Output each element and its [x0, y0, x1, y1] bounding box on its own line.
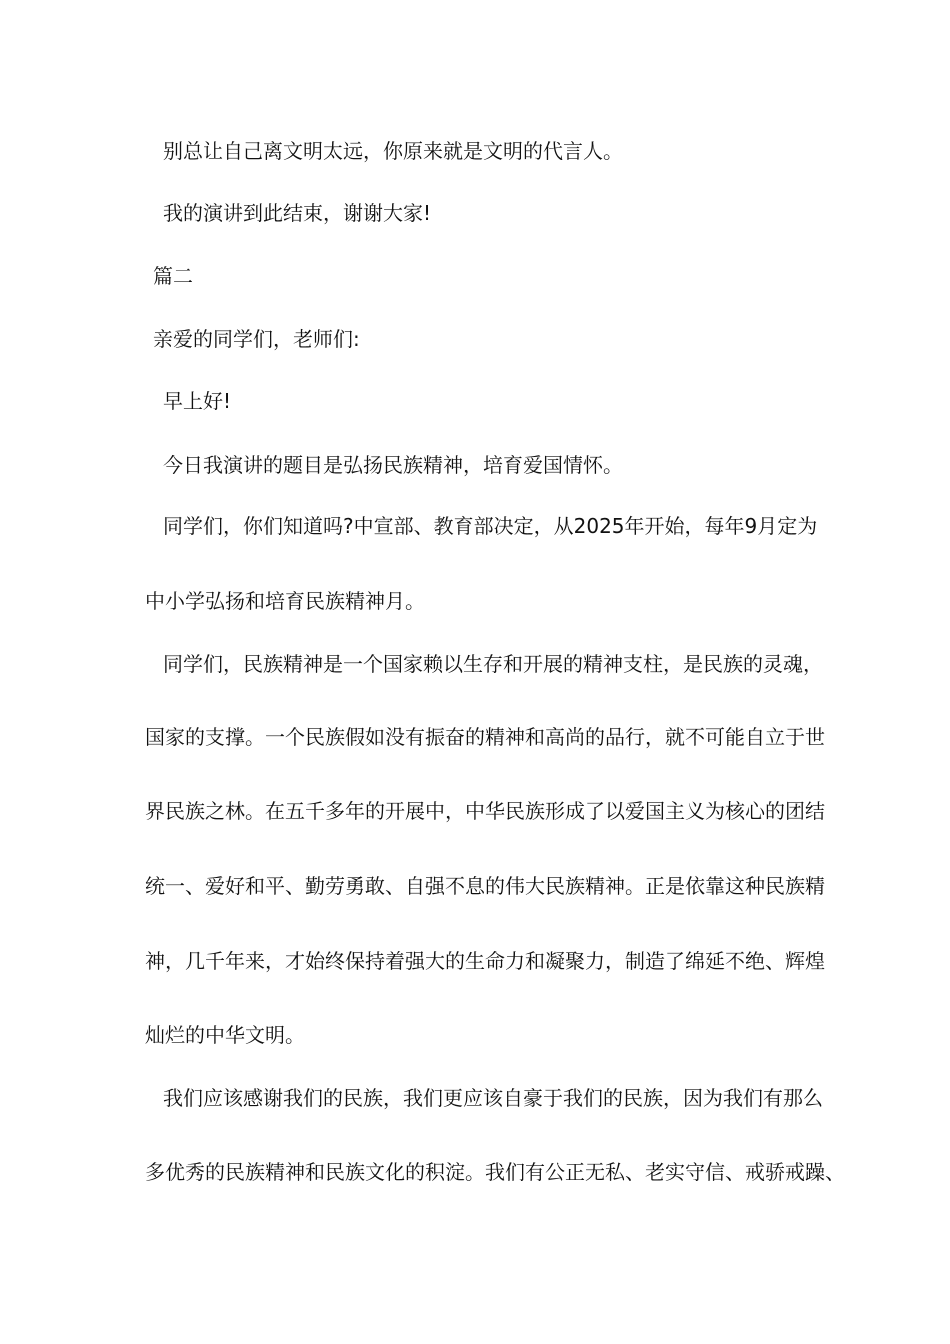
paragraph-line: 同学们，你们知道吗?中宣部、教育部决定，从2025年开始，每年9月定为	[163, 514, 818, 538]
paragraph-line: 界民族之林。在五千多年的开展中，中华民族形成了以爱国主义为核心的团结	[145, 799, 825, 823]
section-heading: 篇二	[153, 264, 193, 288]
paragraph-line: 统一、爱好和平、勤劳勇敢、自强不息的伟大民族精神。正是依靠这种民族精	[145, 874, 825, 898]
paragraph-line: 中小学弘扬和培育民族精神月。	[145, 589, 425, 613]
salutation-line: 亲爱的同学们，老师们:	[153, 327, 360, 351]
paragraph-line: 灿烂的中华文明。	[145, 1023, 305, 1047]
paragraph-line: 同学们，民族精神是一个国家赖以生存和开展的精神支柱，是民族的灵魂，	[163, 652, 823, 676]
paragraph-line: 国家的支撑。一个民族假如没有振奋的精神和高尚的品行，就不可能自立于世	[145, 725, 825, 749]
topic-line: 今日我演讲的题目是弘扬民族精神，培育爱国情怀。	[163, 453, 623, 477]
speech-end-line: 我的演讲到此结束，谢谢大家!	[163, 201, 432, 225]
paragraph-line: 神，几千年来，才始终保持着强大的生命力和凝聚力，制造了绵延不绝、辉煌	[145, 949, 825, 973]
greeting-line: 早上好!	[163, 389, 232, 413]
paragraph-line: 我们应该感谢我们的民族，我们更应该自豪于我们的民族，因为我们有那么	[163, 1086, 823, 1110]
closing-remark-line: 别总让自己离文明太远，你原来就是文明的代言人。	[163, 139, 623, 163]
paragraph-line: 多优秀的民族精神和民族文化的积淀。我们有公正无私、老实守信、戒骄戒躁、	[145, 1160, 845, 1184]
